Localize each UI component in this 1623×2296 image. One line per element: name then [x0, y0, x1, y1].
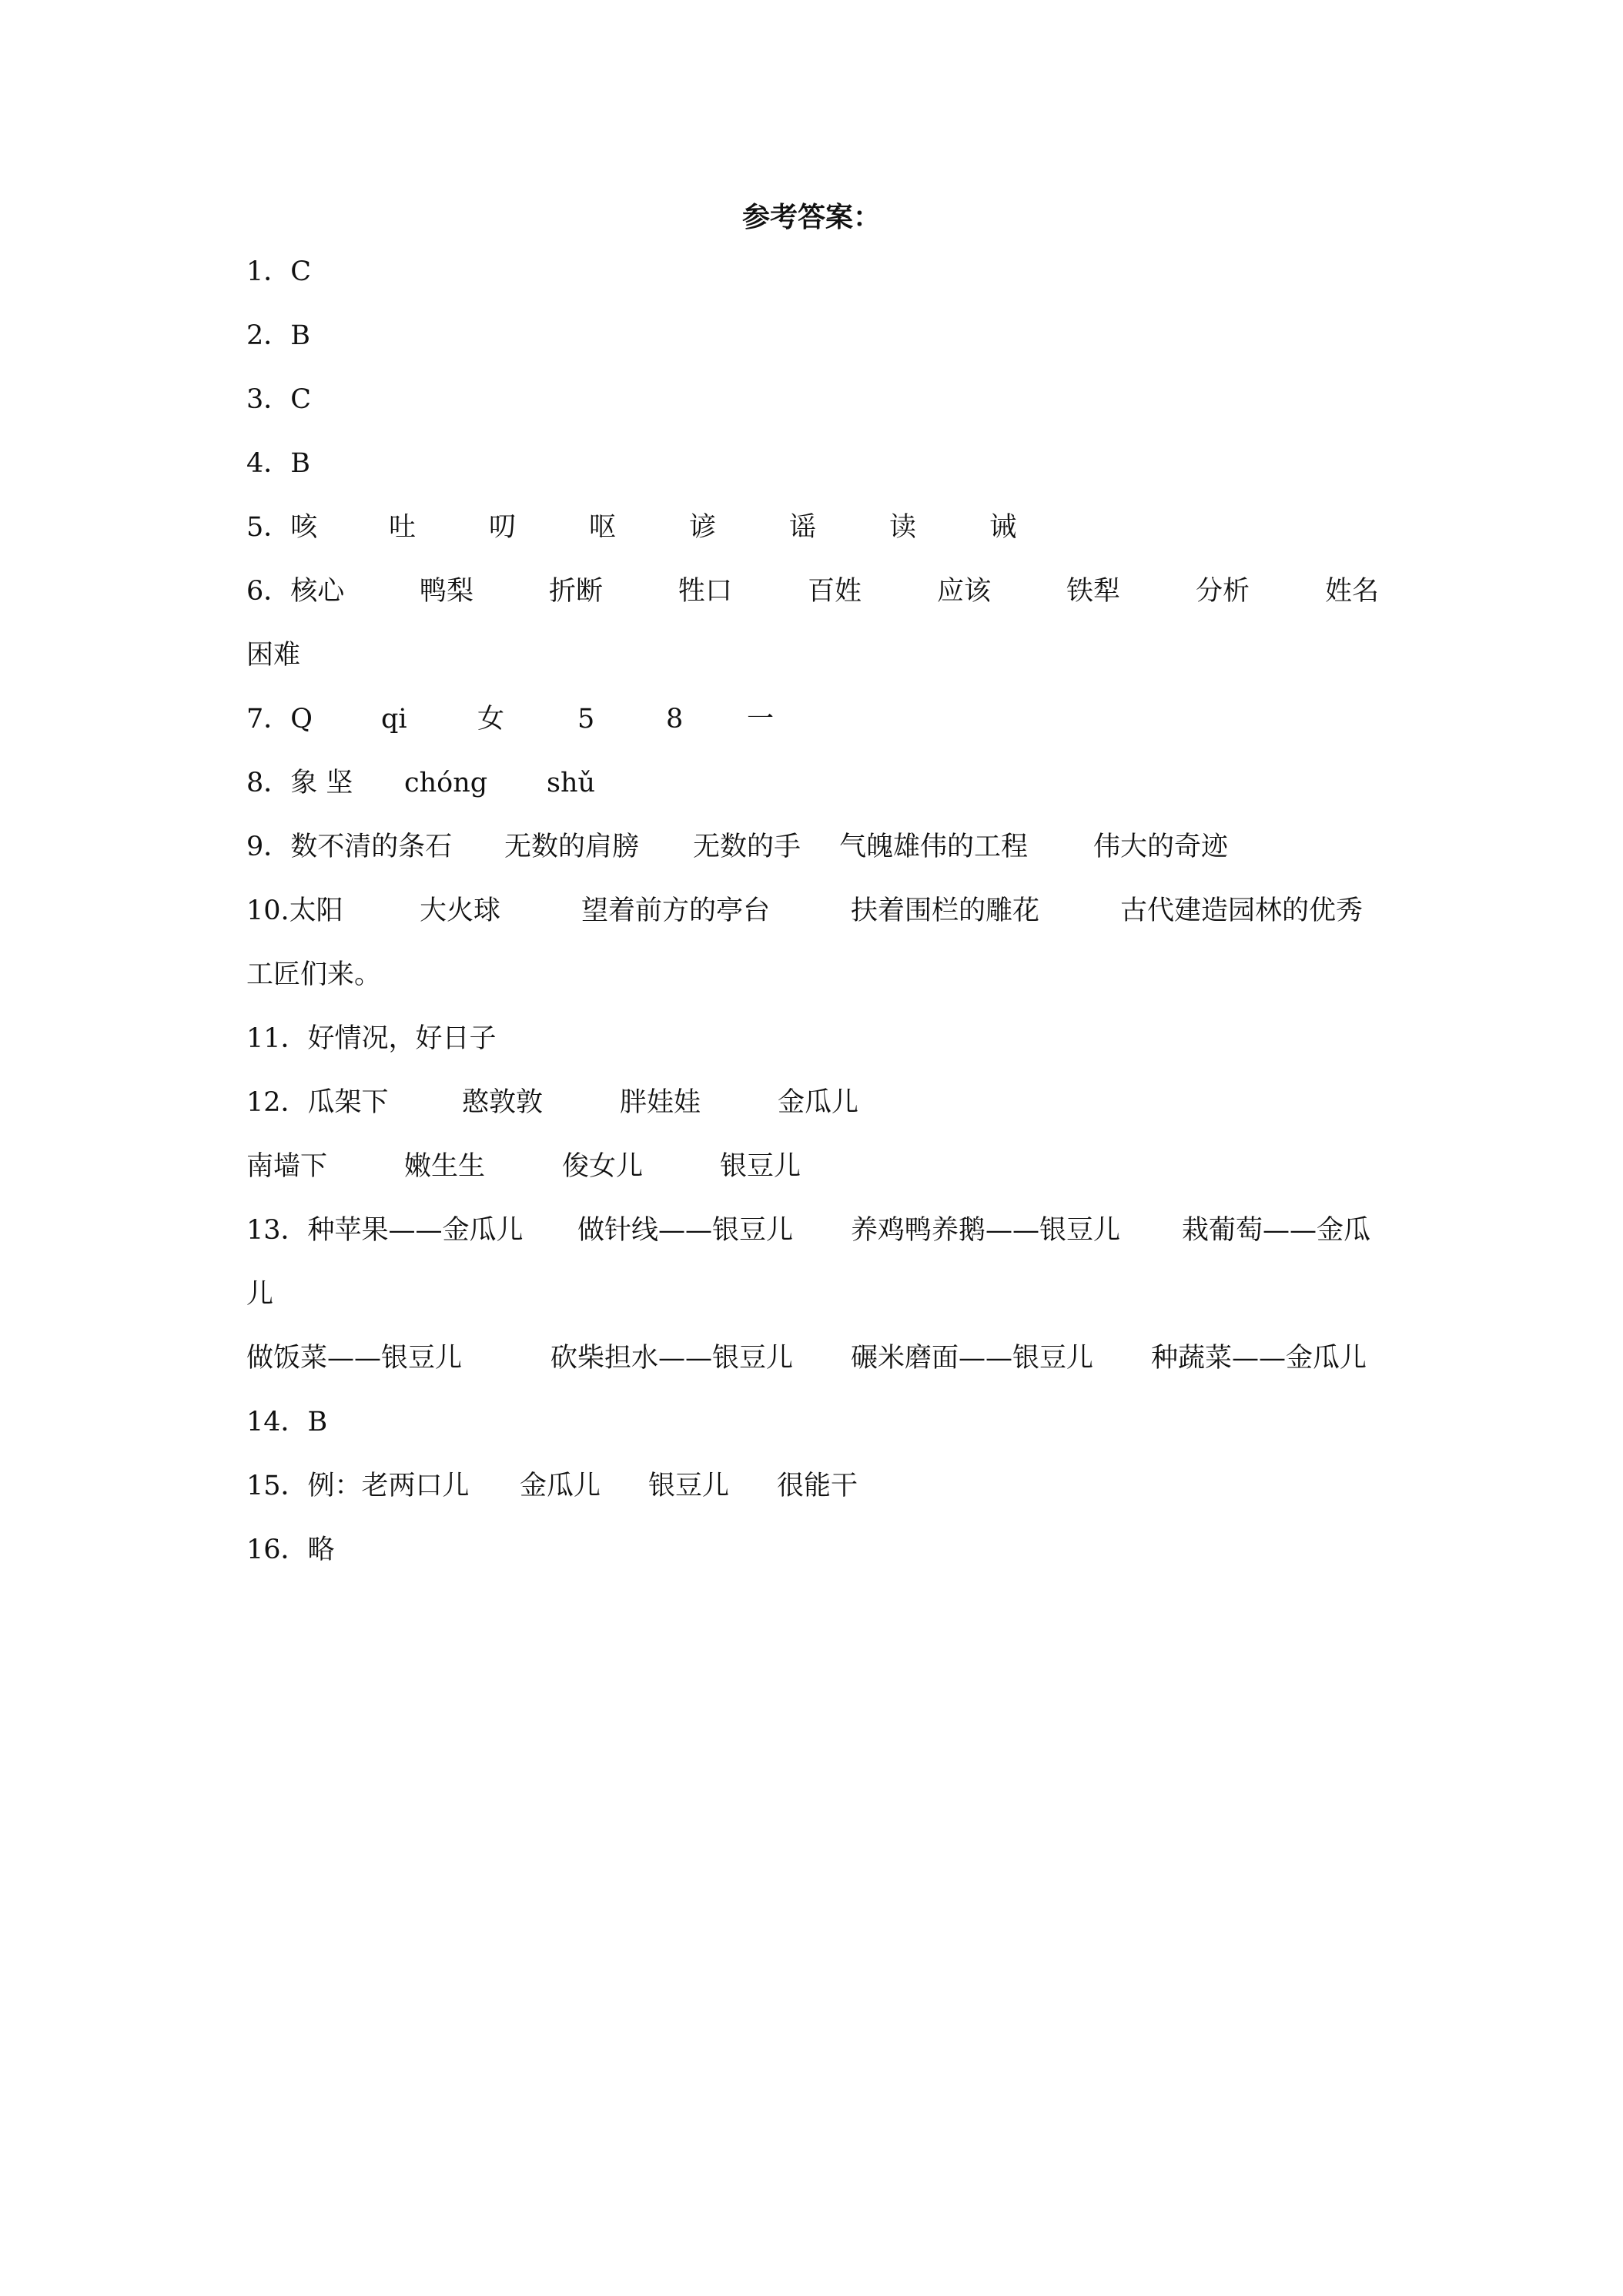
answer-text: 无数的手: [693, 832, 801, 862]
answer-text: 做饭菜——银豆儿: [246, 1343, 463, 1374]
answer-text: 诫: [989, 512, 1017, 543]
answer-text: 13．种苹果——金瓜儿: [246, 1215, 524, 1246]
answer-text: 姓名: [1325, 576, 1380, 607]
answer-text: 应该: [937, 576, 992, 607]
answer-text: 12．瓜架下: [246, 1087, 389, 1118]
answer-text: 鸭梨: [420, 576, 474, 607]
answer-text: 扶着围栏的雕花: [851, 895, 1040, 926]
answer-text: 女: [477, 704, 505, 735]
answer-text: 一: [747, 704, 775, 735]
answer-text: 谚: [689, 512, 717, 543]
answer-text: 南墙下: [246, 1151, 328, 1182]
answer-text: shǔ: [547, 768, 596, 798]
answer-text: 分析: [1196, 576, 1250, 607]
answer-text: 砍柴担水——银豆儿: [550, 1343, 794, 1374]
answer-text: 嫩生生: [404, 1151, 486, 1182]
answer-text: 11．好情况，好日子: [246, 1023, 497, 1054]
answer-text: 憨敦敦: [462, 1087, 544, 1118]
answer-text: 无数的肩膀: [504, 832, 640, 862]
answer-text: 银豆儿: [720, 1151, 801, 1182]
answer-text: 2．B: [246, 320, 310, 351]
answer-text: 4．B: [246, 448, 310, 479]
answer-text: 3．C: [246, 384, 312, 415]
answer-text: 谣: [789, 512, 817, 543]
answer-text: qi: [381, 704, 407, 735]
answer-text: 种蔬菜——金瓜儿: [1151, 1343, 1367, 1374]
answer-text: 银豆儿: [648, 1471, 730, 1501]
answer-text: 9．数不清的条石: [246, 832, 453, 862]
answer-text: 工匠们来。: [246, 959, 382, 990]
answer-text: 望着前方的亭台: [581, 895, 771, 926]
answer-text: 7．Q: [246, 704, 313, 735]
answer-text: 5: [577, 704, 595, 735]
answer-text: 做针线——银豆儿: [577, 1215, 794, 1246]
answer-text: 读: [889, 512, 917, 543]
answer-text: 儿: [246, 1279, 274, 1310]
answer-text: chóng: [404, 768, 488, 798]
answer-text: 古代建造园林的优秀: [1120, 895, 1364, 926]
page-title: 参考答案：: [741, 201, 881, 233]
answer-text: 8．象 坚: [246, 768, 353, 798]
answer-text: 15．例：老两口儿: [246, 1471, 470, 1501]
answer-text: 6．核心: [246, 576, 345, 607]
answer-text: 吐: [389, 512, 417, 543]
answer-text: 14．B: [246, 1407, 328, 1438]
answer-text: 16．略: [246, 1535, 335, 1565]
answer-text: 叨: [489, 512, 517, 543]
answer-text: 10.太阳: [246, 895, 343, 926]
answer-text: 金瓜儿: [778, 1087, 859, 1118]
answer-text: 折断: [549, 576, 604, 607]
answer-text: 伟大的奇迹: [1093, 832, 1229, 862]
answer-text: 栽葡萄——金瓜: [1182, 1215, 1371, 1246]
answer-text: 1．C: [246, 256, 312, 287]
answer-text: 呕: [589, 512, 617, 543]
answer-text: 百姓: [808, 576, 862, 607]
answer-text: 困难: [246, 640, 301, 671]
answer-text: 俊女儿: [562, 1151, 644, 1182]
answer-text: 8: [666, 704, 684, 735]
answer-text: 大火球: [420, 895, 501, 926]
answer-text: 很能干: [777, 1471, 858, 1501]
answer-text: 牲口: [678, 576, 733, 607]
answer-text: 胖娃娃: [620, 1087, 701, 1118]
answer-text: 5．咳: [246, 512, 318, 543]
answer-text: 养鸡鸭养鹅——银豆儿: [851, 1215, 1121, 1246]
answer-text: 气魄雄伟的工程: [839, 832, 1029, 862]
answer-text: 金瓜儿: [520, 1471, 601, 1501]
answer-text: 碾米磨面——银豆儿: [851, 1343, 1094, 1374]
answer-text: 铁犁: [1066, 576, 1121, 607]
